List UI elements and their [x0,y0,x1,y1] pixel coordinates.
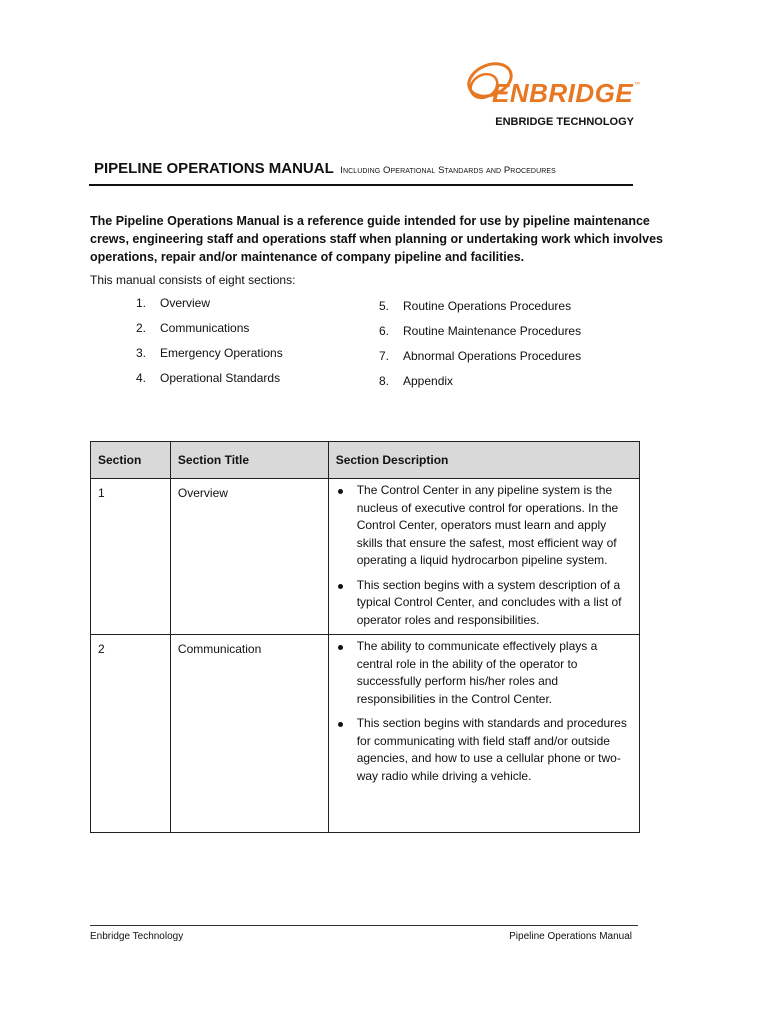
list-item: 7. Abnormal Operations Procedures [379,349,582,363]
footer-company: Enbridge Technology [90,931,184,942]
sections-intro: This manual consists of eight sections: [90,273,296,287]
company-name: ENBRIDGE TECHNOLOGY [495,116,634,128]
list-item: 5. Routine Operations Procedures [379,299,572,313]
sections-table [90,441,640,833]
trademark-mark: ™ [634,82,640,88]
list-item: 1. Overview [136,296,211,310]
footer-document-title: Pipeline Operations Manual [509,931,632,942]
intro-paragraph: The Pipeline Operations Manual is a reference guide intended for use by pipeline maintenance crews, engineering staff and operations staff when planning or undertaking work which involves operations, repair and/or maintenance of company pipeline and facilities. [90,214,664,264]
section-number-cell: 2 [91,635,171,833]
section-description-cell [328,635,639,833]
section-number-cell: 1 [91,479,171,635]
table-row [91,479,640,635]
logo-wordmark: ENBRIDGE [492,78,634,108]
list-item: 2. Communications [136,321,250,335]
title-divider [89,184,633,186]
description-bullet: This section begins with standards and procedures for communicating with field staff and/or outside agencies, and how to use a cellular phone or two-way radio while driving a vehicle. [329,715,639,785]
description-bullet: The ability to communicate effectively plays a central role in the ability of the operator to successfully perform his/her roles and responsibilities in the Control Center. [329,638,639,708]
description-bullet: The Control Center in any pipeline system is the nucleus of executive control for operations. In the Control Center, operators must learn and apply skills that ensure the safest, most efficient way of operating a liquid hydrocarbon pipeline system. [329,482,639,570]
list-item: 6. Routine Maintenance Procedures [379,324,582,338]
table-header-row [91,442,640,479]
header-section-title: Section Title [170,442,328,479]
title-main: PIPELINE OPERATIONS MANUAL [94,160,334,177]
list-item: 3. Emergency Operations [136,346,283,360]
footer-divider [90,925,638,926]
header-section-description: Section Description [328,442,639,479]
description-bullet: This section begins with a system description of a typical Control Center, and concludes with a list of operator roles and responsibilities. [329,577,639,630]
section-title-cell: Communication [170,635,328,833]
table-row [91,635,640,833]
list-item: 4. Operational Standards [136,371,281,385]
document-title [94,160,556,178]
section-title-cell: Overview [170,479,328,635]
title-subtitle: Including Operational Standards and Procedures [340,165,556,176]
header-section: Section [91,442,171,479]
list-item: 8. Appendix [379,374,454,388]
section-description-cell [328,479,639,635]
enbridge-logo [462,56,652,112]
